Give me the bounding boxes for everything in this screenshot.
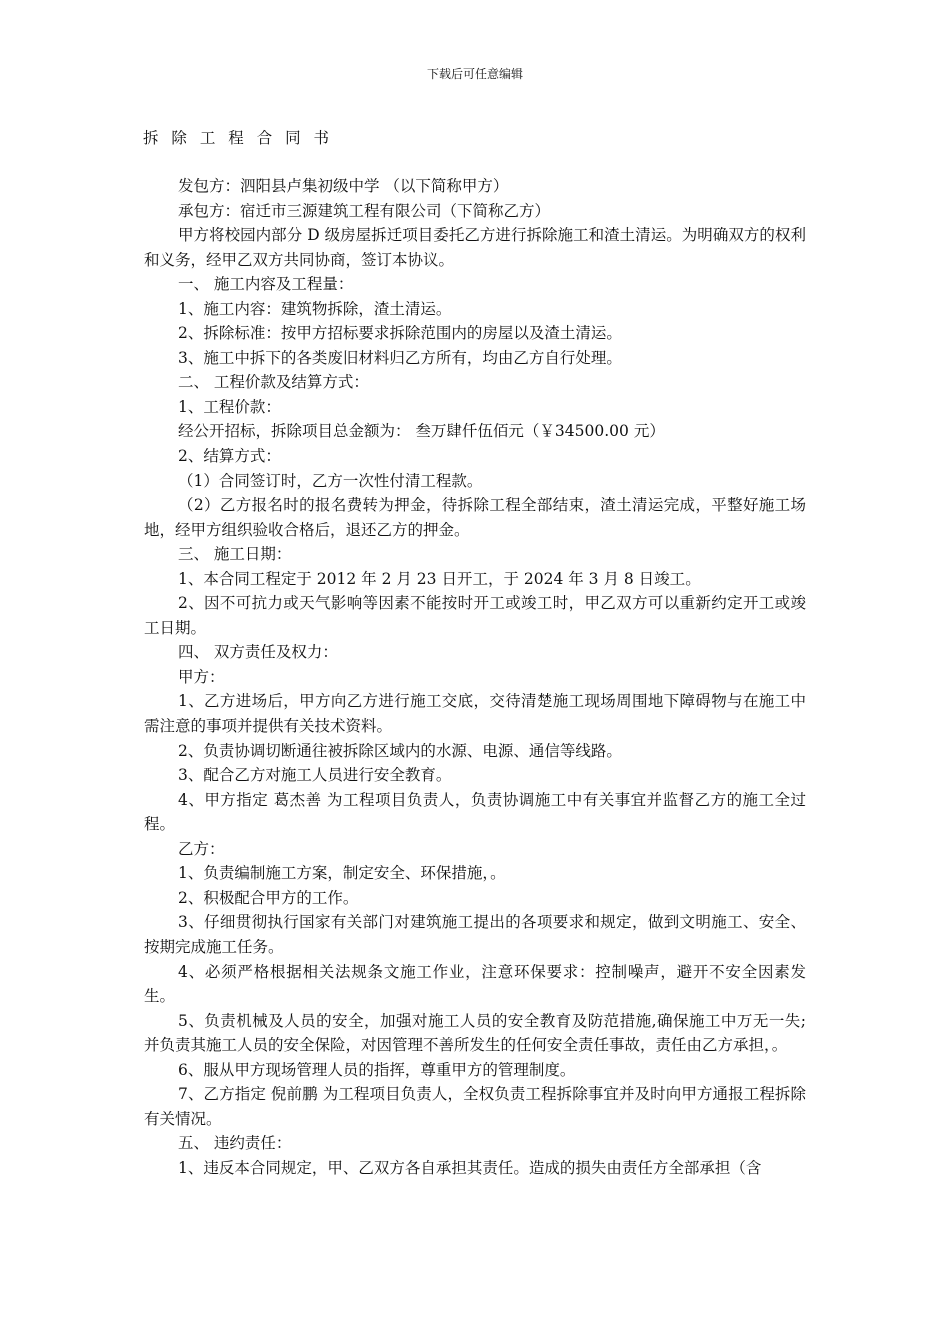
section-heading-1: 一、 施工内容及工程量： — [178, 275, 354, 294]
clause: 7、乙方指定 倪前鹏 为工程项目负责人，全权负责工程拆除事宜并及时向甲方通报工程拆除有关情况。 — [144, 1085, 806, 1128]
clause: 1、乙方进场后，甲方向乙方进行施工交底，交待清楚施工现场周围地下障碍物与在施工中需注意的事项并提供有关技术资料。 — [144, 692, 806, 736]
subheading-party-b: 乙方： — [178, 839, 225, 858]
clause: （1）合同签订时，乙方一次性付清工程款。 — [178, 471, 483, 490]
clause: 1、违反本合同规定，甲、乙双方各自承担其责任。造成的损失由责任方全部承担（含 — [178, 1158, 762, 1177]
page-header-note: 下载后可任意编辑 — [426, 67, 523, 81]
clause: 1、负责编制施工方案，制定安全、环保措施，。 — [178, 864, 506, 883]
section-heading-3: 三、 施工日期： — [178, 545, 292, 564]
contract-body — [144, 174, 806, 1180]
clause: 2、积极配合甲方的工作。 — [178, 888, 359, 907]
contract-amount: 经公开招标，拆除项目总金额为： 叁万肆仟伍佰元（￥34500.00 元） — [178, 422, 665, 441]
clause: 2、负责协调切断通往被拆除区域内的水源、电源、通信等线路。 — [178, 741, 622, 760]
clause: 1、施工内容：建筑物拆除，渣土清运。 — [178, 299, 452, 318]
section-heading-5: 五、 违约责任： — [178, 1134, 292, 1153]
clause: 2、因不可抗力或天气影响等因素不能按时开工或竣工时，甲乙双方可以重新约定开工或竣工日期。 — [144, 594, 806, 637]
clause: 1、本合同工程定于 2012 年 2 月 23 日开工，于 2024 年 3 月 8 日竣工。 — [178, 569, 701, 588]
clause: 3、仔细贯彻执行国家有关部门对建筑施工提出的各项要求和规定，做到文明施工、安全、按期完成施工任务。 — [144, 913, 806, 956]
preamble: 甲方将校园内部分 D 级房屋拆迁项目委托乙方进行拆除施工和渣土清运。为明确双方的权利和义务，经甲乙双方共同协商，签订本协议。 — [144, 226, 806, 269]
clause: 2、结算方式： — [178, 447, 281, 466]
clause: （2）乙方报名时的报名费转为押金，待拆除工程全部结束，渣土清运完成，平整好施工场地，经甲方组织验收合格后，退还乙方的押金。 — [144, 496, 806, 539]
clause: 5、负责机械及人员的安全，加强对施工人员的安全教育及防范措施,确保施工中万无一失; 并负责其施工人员的安全保险，对因管理不善所发生的任何安全责任事故，责任由乙方承担，。 — [144, 1011, 806, 1055]
clause: 6、服从甲方现场管理人员的指挥，尊重甲方的管理制度。 — [178, 1060, 576, 1079]
section-heading-4: 四、 双方责任及权力： — [178, 643, 338, 662]
party-b-line: 承包方：宿迁市三源建筑工程有限公司（下简称乙方） — [178, 201, 551, 220]
section-heading-2: 二、 工程价款及结算方式： — [178, 373, 369, 392]
subheading-party-a: 甲方： — [178, 667, 225, 686]
clause: 4、必须严格根据相关法规条文施工作业，注意环保要求：控制噪声，避开不安全因素发生。 — [144, 962, 806, 1006]
clause: 1、工程价款： — [178, 397, 281, 416]
party-a-line: 发包方：泗阳县卢集初级中学 （以下简称甲方） — [178, 177, 509, 195]
clause: 3、施工中拆下的各类废旧材料归乙方所有，均由乙方自行处理。 — [178, 348, 622, 367]
document-title: 拆 除 工 程 合 同 书 — [143, 129, 334, 147]
clause: 4、甲方指定 葛杰善 为工程项目负责人，负责协调施工中有关事宜并监督乙方的施工全过程。 — [144, 790, 806, 834]
clause: 3、配合乙方对施工人员进行安全教育。 — [178, 766, 452, 785]
clause: 2、拆除标准：按甲方招标要求拆除范围内的房屋以及渣土清运。 — [178, 324, 622, 343]
